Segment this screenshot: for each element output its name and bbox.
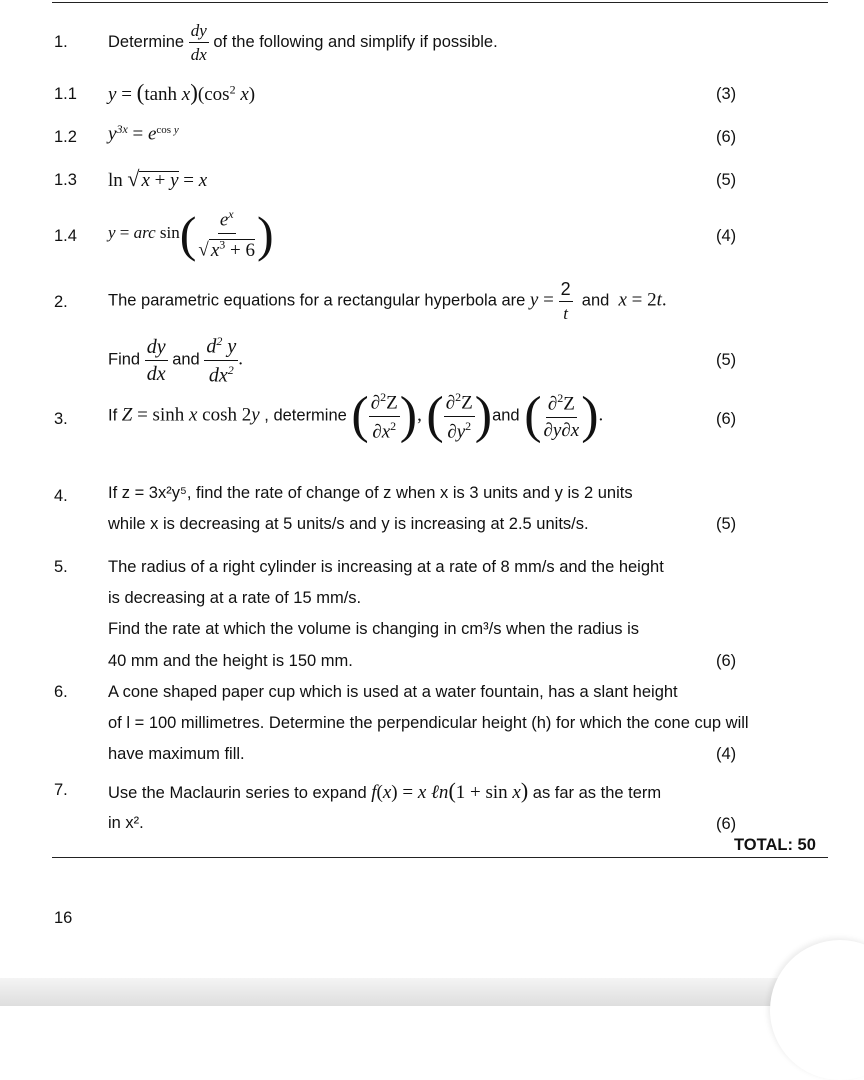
question-3-number: 3. [54, 410, 68, 428]
question-2-line1: The parametric equations for a rectangular hyperbola are y = $\frac{2}{t}$ and x = 2t. [108, 279, 667, 323]
question-6-line1: A cone shaped paper cup which is used at a water fountain, has a slant height [108, 683, 678, 701]
question-5-marks: (6) [716, 652, 737, 670]
question-1.4-number: 1.4 [54, 227, 77, 245]
question-1-number: 1. [54, 33, 68, 51]
question-7-marks: (6) [716, 815, 737, 833]
question-1-text: Determine $\frac{dy}{dx}$ of the following and simplify if possible. [108, 21, 498, 64]
question-5-number: 5. [54, 558, 68, 576]
question-6-line2: of l = 100 millimetres. Determine the perpendicular height (h) for which the cone cup will [108, 714, 749, 732]
question-3-text: If Z = sinh x cosh 2y , determine ( $\frac{\partial^2Z}{\partial x^2}$ ), ( $\frac{\partial^2Z}{\partial y^2}$ )and ( $\frac{\partial^2Z}{\partial y\partial x}$ ). [108, 387, 604, 444]
question-6-line3: have maximum fill. [108, 745, 245, 763]
top-rule [52, 2, 828, 3]
question-2-line2: Find $\frac{dy}{dx}$ and $\frac{d^2 y}{dx^2}$ . [108, 334, 243, 387]
total-marks: TOTAL: 50 [734, 836, 816, 854]
question-1.2-number: 1.2 [54, 128, 77, 146]
question-2-marks: (5) [716, 351, 737, 369]
question-1.3-expression: ln √ x + y = x [108, 166, 208, 191]
question-7-number: 7. [54, 781, 68, 799]
question-1.1-number: 1.1 [54, 85, 77, 103]
page-curl [770, 940, 864, 1080]
question-1.3-number: 1.3 [54, 171, 77, 189]
question-1.2-marks: (6) [716, 128, 737, 146]
question-6-marks: (4) [716, 745, 737, 763]
question-4-number: 4. [54, 487, 68, 505]
question-4-line1: If z = 3x²y⁵, find the rate of change of z when x is 3 units and y is 2 units [108, 484, 633, 502]
question-2-number: 2. [54, 293, 68, 311]
question-5-line4: 40 mm and the height is 150 mm. [108, 652, 353, 670]
dy-dx-fraction: $\frac{dy}{dx}$ [190, 21, 207, 64]
question-4-line2: while x is decreasing at 5 units/s and y is increasing at 2.5 units/s. [108, 515, 589, 533]
question-6-number: 6. [54, 683, 68, 701]
question-5-line2: is decreasing at a rate of 15 mm/s. [108, 589, 362, 607]
question-7-line2: in x². [108, 814, 144, 832]
question-7-line1: Use the Maclaurin series to expand f(x) = x ℓn(1 + sin x) as far as the term [108, 778, 662, 803]
page-edge-shadow [0, 978, 864, 1006]
question-1.2-expression: $y^{3x} = e^{cos y}$ [108, 122, 179, 145]
question-1.4-marks: (4) [716, 227, 737, 245]
question-5-line3: Find the rate at which the volume is changing in cm³/s when the radius is [108, 620, 640, 638]
page-number: 16 [54, 909, 73, 927]
question-1.3-marks: (5) [716, 171, 737, 189]
question-4-marks: (5) [716, 515, 737, 533]
question-1.1-expression: y = (tanh $x)(\cos^2$ x) [108, 80, 256, 105]
question-1.1-marks: (3) [716, 85, 737, 103]
question-5-line1: The radius of a right cylinder is increasing at a rate of 8 mm/s and the height [108, 558, 664, 576]
bottom-rule [52, 857, 828, 858]
question-3-marks: (6) [716, 410, 737, 428]
question-1.4-expression: y = arc sin( $\frac{e^x}{√ x^3 + 6}$ ) [108, 205, 274, 262]
